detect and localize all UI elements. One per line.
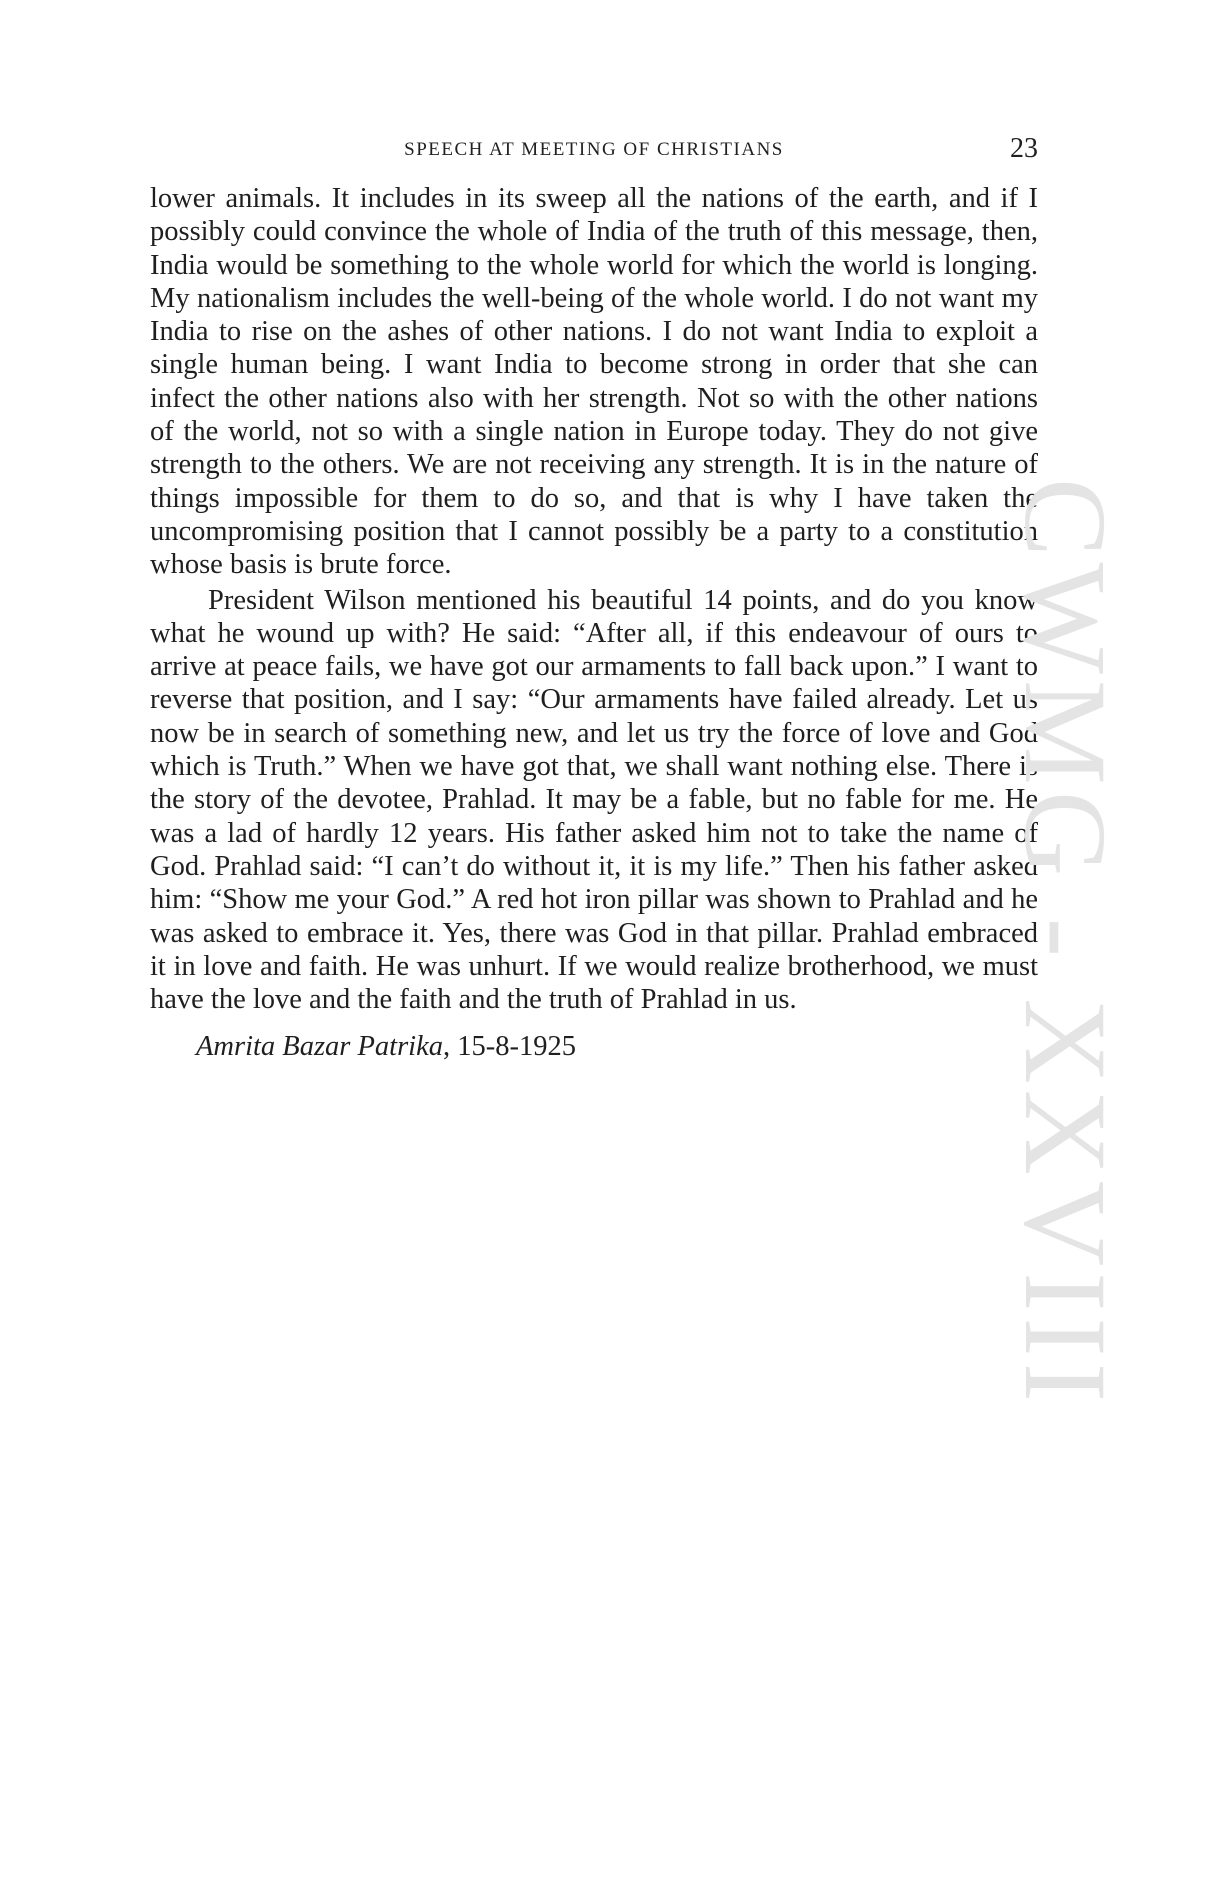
paragraph-1: lower animals. It includes in its sweep all the nations of the earth, and if I possibly could convince the whole of India of the truth of this message, then, India would be something to the whole world for which the world is longing. My nationalism includes the well-being of the whole world. I do not want my India to rise on the ashes of other nations. I do not want India to exploit a single human being. I want India to become strong in order that she can infect the other nations also with her strength. Not so with the other nations of the world, not so with a single nation in Europe today. They do not give strength to the others. We are not receiving any strength. It is in the nature of things impossible for them to do so, and that is why I have taken the uncompromising position that I cannot possibly be a party to a constitution whose basis is brute force. (150, 183, 1038, 581)
source-citation: Amrita Bazar Patrika, 15-8-1925 (196, 1031, 576, 1063)
source-date: 15-8-1925 (457, 1031, 576, 1063)
running-head (150, 133, 1038, 169)
source-publication: Amrita Bazar Patrika (196, 1031, 443, 1063)
paragraph-2: President Wilson mentioned his beautiful 14 points, and do you know what he wound up with? He said: “After all, if this endeavour of ours to arrive at peace fails, we have got our armaments to fall back upon.” I want to reverse that position, and I say: “Our armaments have failed already. Let us now be in search of something new, and let us try the force of love and God which is Truth.” When we have got that, we shall want nothing else. There is the story of the devotee, Prahlad. It may be a fable, but no fable for me. He was a lad of hardly 12 years. His father asked him not to take the name of God. Prahlad said: “I can’t do without it, it is my life.” Then his father asked him: “Show me your God.” A red hot iron pillar was shown to Prahlad and he was asked to embrace it. Yes, there was God in that pillar. Prahlad embraced it in love and faith. He was unhurt. If we would realize brotherhood, we must have the love and the faith and the truth of Prahlad in us. (150, 584, 1038, 1016)
running-title: SPEECH AT MEETING OF CHRISTIANS (404, 139, 784, 160)
body-text (150, 182, 1038, 1063)
watermark (1000, 388, 1131, 1498)
page-number: 23 (1010, 133, 1038, 164)
watermark-text: CWMG - XXVIII (1000, 477, 1131, 1409)
